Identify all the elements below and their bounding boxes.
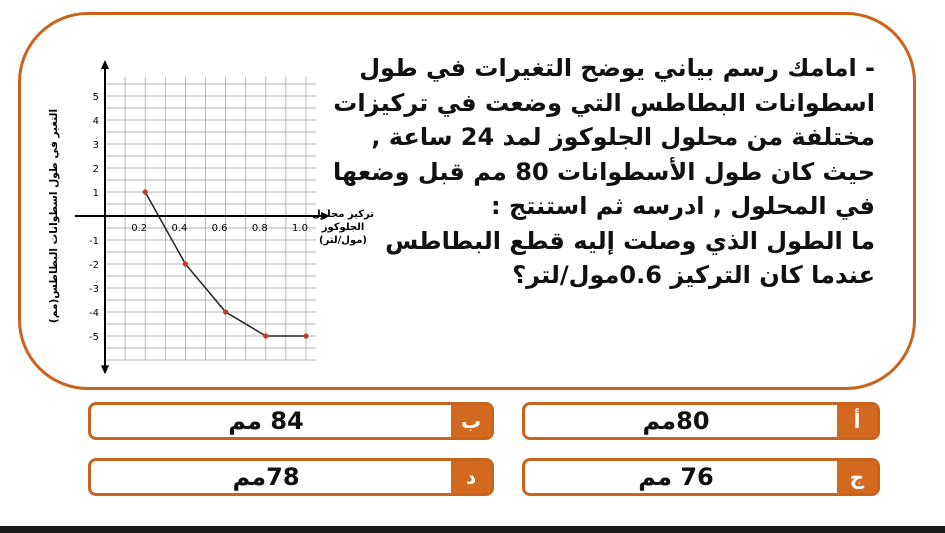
y-tick-label: -4 [89, 308, 99, 319]
answer-option-b[interactable] [88, 402, 494, 440]
x-axis-label-line-3: (مول/لتر) [319, 235, 367, 246]
y-axis-arrow-up [101, 60, 109, 69]
y-tick-label: -1 [89, 236, 99, 247]
answer-letter-d: د [451, 461, 491, 493]
y-tick-label: 5 [92, 92, 99, 103]
answer-letter-a: أ [837, 405, 877, 437]
x-tick-label: 0.6 [211, 223, 228, 234]
chart-grid [105, 77, 316, 360]
x-tick-labels [131, 223, 308, 234]
question-card [18, 12, 916, 390]
answer-option-d[interactable] [88, 458, 494, 496]
data-point [263, 333, 268, 338]
question-text: - امامك رسم بياني يوضح التغيرات في طول اسطوانات البطاطس التي وضعت في تركيزات مختلفة من محلول الجلوكوز لمد 24 ساعة , حيث كان طول الأسطوانات 80 مم قبل وضعها في المحلول , ادرسه ثم استنتج : ما الطول الذي وصلت إليه قطع البطاطس عندما كان التركيز 0.6مول/لتر؟ [333, 54, 875, 289]
answer-letter-c: ج [837, 461, 877, 493]
x-tick-label: 0.8 [251, 223, 268, 234]
answer-option-a[interactable] [522, 402, 880, 440]
y-tick-label: 1 [92, 188, 99, 199]
bottom-bar [0, 526, 945, 533]
x-tick-label: 0.2 [131, 223, 148, 234]
data-point [183, 261, 188, 266]
answer-text-d: 78مم [232, 463, 300, 491]
y-tick-label: -2 [89, 260, 99, 271]
data-point [223, 309, 228, 314]
answer-option-c[interactable] [522, 458, 880, 496]
glucose-chart [35, 55, 375, 375]
answer-text-a: 80مم [642, 407, 710, 435]
x-tick-label: 0.4 [171, 223, 188, 234]
y-tick-label: -3 [89, 284, 99, 295]
y-tick-label: 2 [92, 164, 99, 175]
y-tick-label: 4 [92, 116, 99, 127]
data-point [303, 333, 308, 338]
x-axis-label-line-1: تركيز محلول [311, 209, 375, 220]
y-axis-label: التغير في طول اسطوانات البطاطس(مم) [48, 108, 60, 324]
y-tick-labels [89, 92, 99, 343]
x-tick-label: 1.0 [292, 223, 308, 234]
answer-text-b: 84 مم [228, 407, 304, 435]
answer-letter-b: ب [451, 405, 491, 437]
data-point [143, 189, 148, 194]
answer-text-c: 76 مم [638, 463, 714, 491]
y-tick-label: -5 [89, 332, 99, 343]
y-axis-arrow-down [101, 365, 109, 374]
x-axis-label-line-2: الجلوكوز [321, 222, 365, 233]
y-tick-label: 3 [92, 140, 99, 151]
